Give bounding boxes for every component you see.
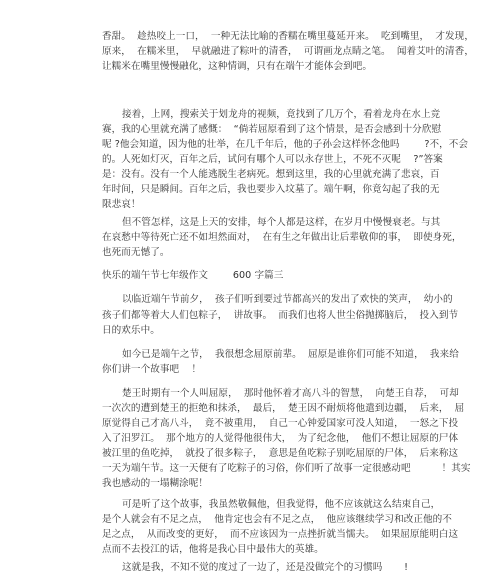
text-line: 被江里的鱼吃掉， 就投了很多粽子， 意思是鱼吃粽子别吃屈原的尸体， 后来称这: [102, 448, 459, 459]
text-line: 原觉得自己才高八斗， 竟不被重用， 自己一心钟爱国家可没人知道， 一怒之下投: [102, 418, 459, 429]
text-line: 楚王时期有一个人叫屈原， 那时他怀着才高八斗的智慧， 向楚王自荐， 可却: [122, 388, 459, 399]
text-line: 你们讲一个故事吧 ！: [102, 364, 202, 375]
text-line: 限悲哀！: [102, 199, 141, 210]
text-line: 这就是我，不知不觉的度过了一边了，还是没做完个的习惯吗 !: [122, 562, 408, 573]
text-line: 入了汨罗江。 那个地方的人觉得他很伟大， 为了纪念他， 他们不想让屈原的尸体: [102, 433, 459, 444]
text-line: 点而不去投江的话，他将是我心目中最伟大的英雄。: [102, 544, 324, 555]
text-line: 香甜。 趁热咬上一口， 一种无法比喻的香糯在嘴里蔓延开来。 吃到嘴里， 才发现，: [102, 31, 474, 42]
text-line: 一次次的遭到楚王的拒绝和抹杀， 最后， 楚王因不耐烦将他遣到边疆， 后来， 屈: [102, 403, 465, 414]
text-line: 一天为端午节。这一天便有了吃粽子的习俗，你们听了故事一定很感动吧 ！其实: [102, 463, 471, 474]
text-line: 日的欢乐中。: [102, 325, 160, 336]
text-line: 呢 ?他会知道，因为他的壮举，在几千年后，他的子孙会这样怀念他吗 ?不，不会: [102, 139, 469, 150]
text-line: 可是听了这个故事，我虽然敬佩他，但我觉得，他不应该就这么结束自己，: [122, 499, 441, 510]
text-line: 如今已是端午之节， 我很想念屈原前辈。 屈原是谁你们可能不知道， 我来给: [122, 349, 459, 360]
text-line: 接着，上网，搜索关于划龙舟的视频，竟找到了几万个，看着龙舟在水上竞: [122, 109, 441, 120]
text-line: 我也感动的一塌糊涂呢！: [102, 478, 209, 489]
text-line: 让糯米在嘴里慢慢融化，这种情调，只有在端午才能体会到吧。: [102, 61, 373, 72]
heading-line: 快乐的端午节七年级作文 600 字篇三: [102, 270, 284, 281]
text-line: 是：没有。没有一个人能逃脱生老病死。想到这里，我的心里就充满了悲哀，百: [102, 169, 440, 180]
text-line: 的。人死如灯灭，百年之后，试问有哪个人可以永存世上，不死不灭呢 ?”答案: [102, 154, 443, 165]
text-line: 以临近端午节前夕， 孩子们听到要过节都高兴的发出了欢快的笑声， 幼小的: [122, 294, 453, 305]
text-line: 足之点， 从而改变的更好， 而不应该因为一点挫折就当懦夫。 如果屈原能明白这: [102, 529, 459, 540]
text-line: 原来， 在糯米里， 早就融进了粽叶的清香， 可谓画龙点睛之笔。 闻着艾叶的清香，: [102, 46, 474, 57]
text-line: 但不管怎样，这是上天的安排，每个人都是这样，在岁月中慢慢衰老。与其: [122, 217, 441, 228]
text-line: 赛，我的心里就充满了感慨： “倘若屈原看到了这个情景，是否会感到十分欣慰: [102, 124, 442, 135]
text-line: 也死而无憾了。: [102, 247, 170, 258]
text-line: 孩子们都等着大人们包粽子， 讲故事。 而我们也将人世尘俗抛掷脑后， 投入到节: [102, 310, 459, 321]
text-line: 是个人就会有不足之点， 他肯定也会有不足之点， 他应该继续学习和改正他的不: [102, 514, 452, 525]
text-line: 在哀愁中等待死亡还不如坦然面对， 在有生之年做出让后辈敬仰的事， 即使身死，: [102, 232, 462, 243]
text-line: 年时间，只是瞬间。百年之后，我也要步入坟墓了。端午啊，你竟勾起了我的无: [102, 184, 440, 195]
